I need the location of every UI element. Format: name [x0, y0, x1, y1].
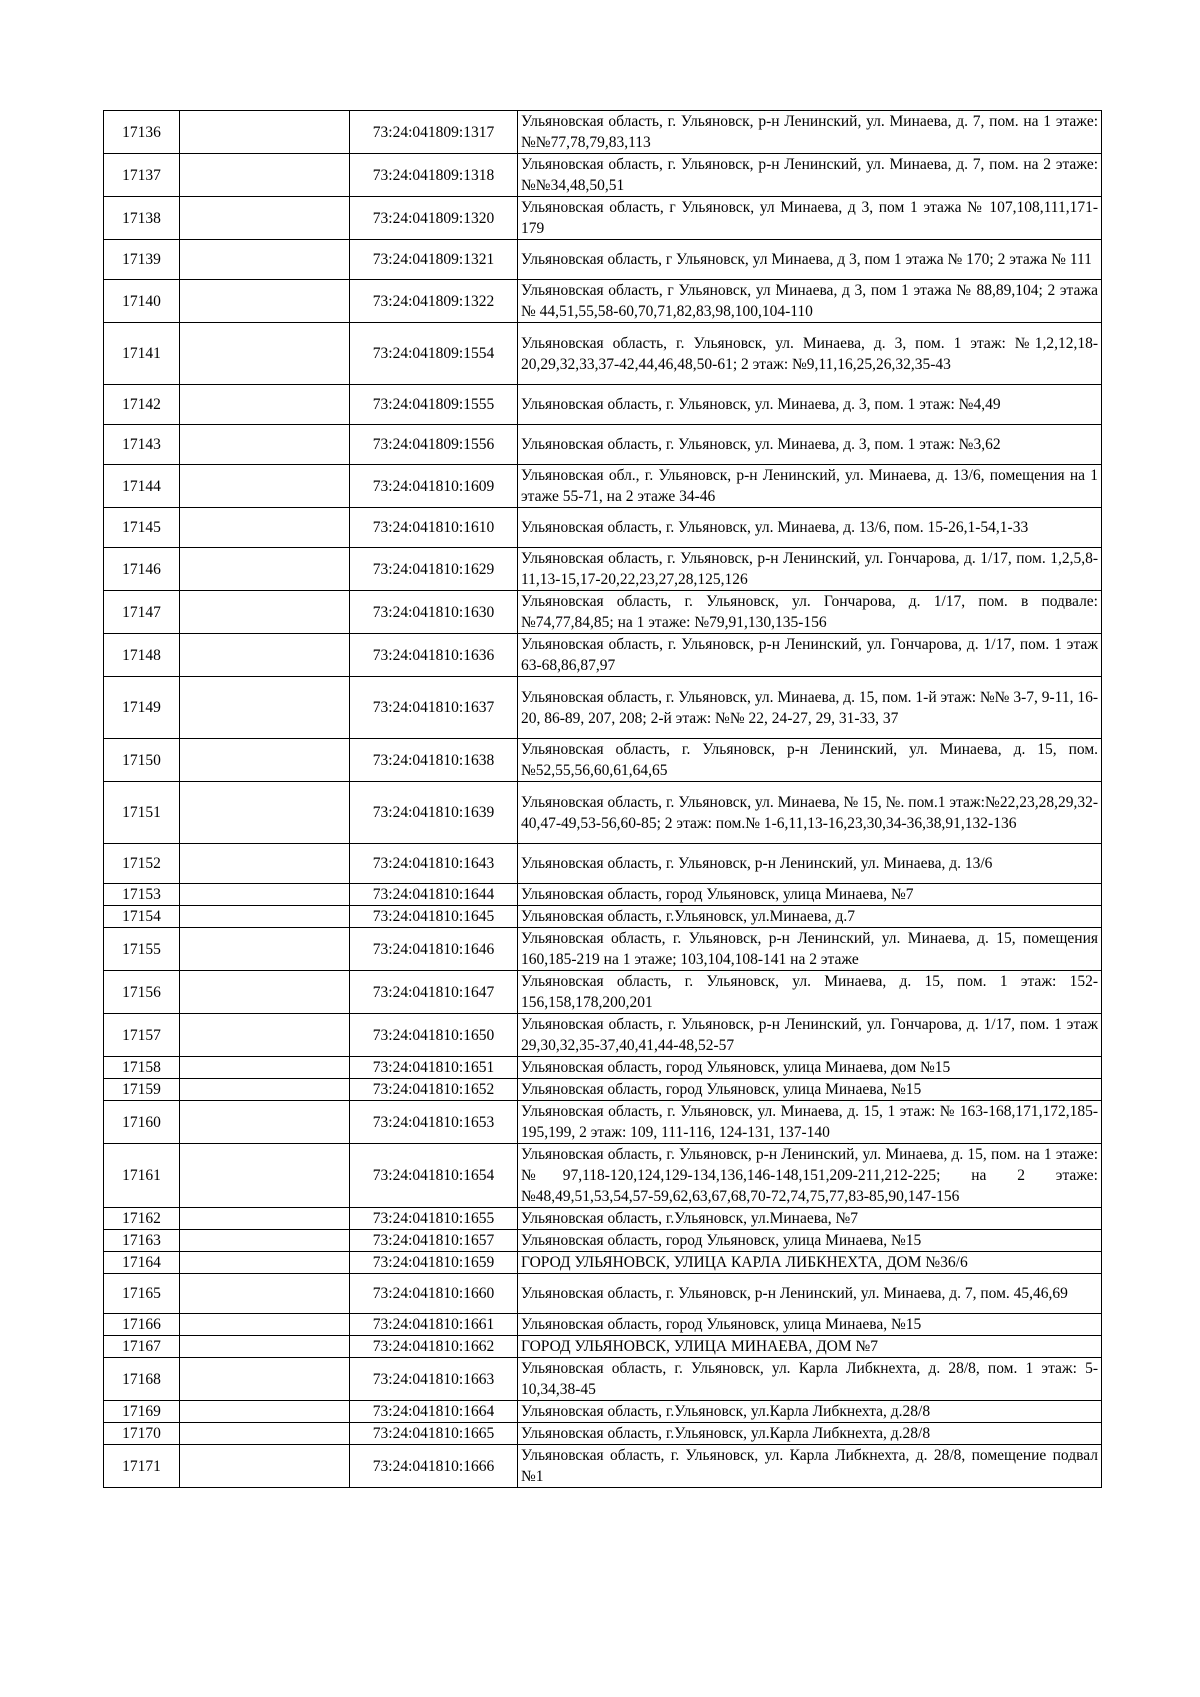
address-cell: Ульяновская область, г.Ульяновск, ул.Карла Либкнехта, д.28/8 [518, 1401, 1102, 1423]
table-row [104, 548, 1102, 591]
address-cell: Ульяновская область, г Ульяновск, ул Минаева, д 3, пом 1 этажа № 88,89,104; 2 этажа № 44,51,55,58-60,70,71,82,83,98,100,104-110 [518, 280, 1102, 323]
empty-cell [180, 240, 350, 280]
cadastral-number: 73:24:041810:1660 [350, 1274, 518, 1314]
table-row [104, 884, 1102, 906]
empty-cell [180, 465, 350, 508]
address-cell: Ульяновская область, город Ульяновск, улица Минаева, №15 [518, 1314, 1102, 1336]
row-number: 17163 [104, 1230, 180, 1252]
row-number: 17161 [104, 1144, 180, 1208]
empty-cell [180, 1336, 350, 1358]
cadastral-number: 73:24:041810:1630 [350, 591, 518, 634]
empty-cell [180, 280, 350, 323]
table-row [104, 1208, 1102, 1230]
empty-cell [180, 385, 350, 425]
table-row [104, 1445, 1102, 1488]
table-row [104, 634, 1102, 677]
empty-cell [180, 508, 350, 548]
row-number: 17153 [104, 884, 180, 906]
table-row [104, 323, 1102, 385]
address-cell: Ульяновская область, г. Ульяновск, р-н Ленинский, ул. Минаева, д. 7, пом. на 2 этаже: №№34,48,50,51 [518, 154, 1102, 197]
empty-cell [180, 1423, 350, 1445]
cadastral-number: 73:24:041810:1655 [350, 1208, 518, 1230]
table-row [104, 111, 1102, 154]
table-row [104, 782, 1102, 844]
address-cell: Ульяновская область, г.Ульяновск, ул.Минаева, №7 [518, 1208, 1102, 1230]
empty-cell [180, 1208, 350, 1230]
row-number: 17152 [104, 844, 180, 884]
row-number: 17139 [104, 240, 180, 280]
cadastral-number: 73:24:041810:1610 [350, 508, 518, 548]
address-cell: ГОРОД УЛЬЯНОВСК, УЛИЦА КАРЛА ЛИБКНЕХТА, ДОМ №36/6 [518, 1252, 1102, 1274]
table-row [104, 1014, 1102, 1057]
table-row [104, 1423, 1102, 1445]
cadastral-number: 73:24:041810:1646 [350, 928, 518, 971]
row-number: 17145 [104, 508, 180, 548]
cadastral-number: 73:24:041810:1629 [350, 548, 518, 591]
address-cell: Ульяновская область, г. Ульяновск, ул. Карла Либкнехта, д. 28/8, помещение подвал №1 [518, 1445, 1102, 1488]
table-row [104, 154, 1102, 197]
cadastral-number: 73:24:041810:1637 [350, 677, 518, 739]
row-number: 17144 [104, 465, 180, 508]
empty-cell [180, 1314, 350, 1336]
empty-cell [180, 1274, 350, 1314]
table-row [104, 240, 1102, 280]
address-cell: Ульяновская область, г. Ульяновск, р-н Ленинский, ул. Гончарова, д. 1/17, пом. 1,2,5,8-11,13-15,17-20,22,23,27,28,125,126 [518, 548, 1102, 591]
registry-table [103, 110, 1102, 1488]
empty-cell [180, 425, 350, 465]
row-number: 17154 [104, 906, 180, 928]
empty-cell [180, 1101, 350, 1144]
table-row [104, 677, 1102, 739]
empty-cell [180, 197, 350, 240]
address-cell: Ульяновская область, г. Ульяновск, ул. Минаева, № 15, №. пом.1 этаж:№22,23,28,29,32-40,47-49,53-56,60-85; 2 этаж: пом.№ 1-6,11,13-16,23,30,34-36,38,91,132-136 [518, 782, 1102, 844]
table-row [104, 739, 1102, 782]
cadastral-number: 73:24:041810:1645 [350, 906, 518, 928]
registry-table-body [104, 111, 1102, 1488]
address-cell: Ульяновская область, город Ульяновск, улица Минаева, №15 [518, 1230, 1102, 1252]
empty-cell [180, 634, 350, 677]
cadastral-number: 73:24:041810:1657 [350, 1230, 518, 1252]
empty-cell [180, 884, 350, 906]
cadastral-number: 73:24:041810:1665 [350, 1423, 518, 1445]
address-cell: Ульяновская область, г.Ульяновск, ул.Карла Либкнехта, д.28/8 [518, 1423, 1102, 1445]
empty-cell [180, 739, 350, 782]
row-number: 17171 [104, 1445, 180, 1488]
row-number: 17162 [104, 1208, 180, 1230]
table-row [104, 1336, 1102, 1358]
address-cell: Ульяновская область, г. Ульяновск, р-н Ленинский, ул. Минаева, д. 15, пом. на 1 этаже: №97,118-120,124,129-134,136,146-148,151,209-211,212-225; на 2 этаже: №48,49,51,53,54,57-59,62,63,67,68,70-72,74,75,77,83-85,90,147-156 [518, 1144, 1102, 1208]
cadastral-number: 73:24:041809:1321 [350, 240, 518, 280]
address-cell: Ульяновская область, г. Ульяновск, р-н Ленинский, ул. Гончарова, д. 1/17, пом. 1 этаж 29,30,32,35-37,40,41,44-48,52-57 [518, 1014, 1102, 1057]
row-number: 17156 [104, 971, 180, 1014]
cadastral-number: 73:24:041810:1609 [350, 465, 518, 508]
address-cell: Ульяновская область, г.Ульяновск, ул.Минаева, д.7 [518, 906, 1102, 928]
row-number: 17146 [104, 548, 180, 591]
table-row [104, 928, 1102, 971]
empty-cell [180, 928, 350, 971]
row-number: 17159 [104, 1079, 180, 1101]
address-cell: Ульяновская область, г. Ульяновск, ул. Минаева, д. 15, пом. 1-й этаж: №№ 3-7, 9-11, 16-20, 86-89, 207, 208; 2-й этаж: №№ 22, 24-27, 29, 31-33, 37 [518, 677, 1102, 739]
cadastral-number: 73:24:041810:1636 [350, 634, 518, 677]
address-cell: Ульяновская область, г Ульяновск, ул Минаева, д 3, пом 1 этажа № 170; 2 этажа № 111 [518, 240, 1102, 280]
cadastral-number: 73:24:041810:1644 [350, 884, 518, 906]
table-row [104, 1358, 1102, 1401]
table-row [104, 1314, 1102, 1336]
cadastral-number: 73:24:041810:1647 [350, 971, 518, 1014]
address-cell: Ульяновская область, г. Ульяновск, ул. Минаева, д. 15, 1 этаж: № 163-168,171,172,185-195,199, 2 этаж: 109, 111-116, 124-131, 137-140 [518, 1101, 1102, 1144]
table-row [104, 465, 1102, 508]
table-row [104, 1057, 1102, 1079]
row-number: 17136 [104, 111, 180, 154]
address-cell: ГОРОД УЛЬЯНОВСК, УЛИЦА МИНАЕВА, ДОМ №7 [518, 1336, 1102, 1358]
address-cell: Ульяновская обл., г. Ульяновск, р-н Ленинский, ул. Минаева, д. 13/6, помещения на 1 этаже 55-71, на 2 этаже 34-46 [518, 465, 1102, 508]
empty-cell [180, 1401, 350, 1423]
address-cell: Ульяновская область, г. Ульяновск, р-н Ленинский, ул. Минаева, д. 13/6 [518, 844, 1102, 884]
cadastral-number: 73:24:041809:1556 [350, 425, 518, 465]
table-row [104, 280, 1102, 323]
row-number: 17158 [104, 1057, 180, 1079]
empty-cell [180, 1230, 350, 1252]
cadastral-number: 73:24:041810:1664 [350, 1401, 518, 1423]
address-cell: Ульяновская область, г. Ульяновск, ул. Минаева, д. 3, пом. 1 этаж: №4,49 [518, 385, 1102, 425]
address-cell: Ульяновская область, г. Ульяновск, р-н Ленинский, ул. Гончарова, д. 1/17, пом. 1 этаж 63-68,86,87,97 [518, 634, 1102, 677]
row-number: 17165 [104, 1274, 180, 1314]
table-row [104, 844, 1102, 884]
cadastral-number: 73:24:041809:1554 [350, 323, 518, 385]
address-cell: Ульяновская область, г. Ульяновск, ул. Гончарова, д. 1/17, пом. в подвале: №74,77,84,85; на 1 этаже: №79,91,130,135-156 [518, 591, 1102, 634]
table-row [104, 1101, 1102, 1144]
row-number: 17169 [104, 1401, 180, 1423]
cadastral-number: 73:24:041810:1662 [350, 1336, 518, 1358]
empty-cell [180, 591, 350, 634]
empty-cell [180, 782, 350, 844]
row-number: 17141 [104, 323, 180, 385]
cadastral-number: 73:24:041809:1318 [350, 154, 518, 197]
row-number: 17142 [104, 385, 180, 425]
empty-cell [180, 906, 350, 928]
cadastral-number: 73:24:041810:1654 [350, 1144, 518, 1208]
empty-cell [180, 844, 350, 884]
table-row [104, 508, 1102, 548]
empty-cell [180, 1144, 350, 1208]
address-cell: Ульяновская область, г. Ульяновск, ул. Карла Либкнехта, д. 28/8, пом. 1 этаж: 5-10,34,38-45 [518, 1358, 1102, 1401]
row-number: 17151 [104, 782, 180, 844]
table-row [104, 591, 1102, 634]
address-cell: Ульяновская область, г. Ульяновск, р-н Ленинский, ул. Минаева, д. 7, пом. 45,46,69 [518, 1274, 1102, 1314]
cadastral-number: 73:24:041809:1320 [350, 197, 518, 240]
address-cell: Ульяновская область, г. Ульяновск, ул. Минаева, д. 15, пом. 1 этаж: 152-156,158,178,200,201 [518, 971, 1102, 1014]
row-number: 17166 [104, 1314, 180, 1336]
row-number: 17170 [104, 1423, 180, 1445]
row-number: 17168 [104, 1358, 180, 1401]
row-number: 17148 [104, 634, 180, 677]
cadastral-number: 73:24:041810:1650 [350, 1014, 518, 1057]
table-row [104, 971, 1102, 1014]
cadastral-number: 73:24:041810:1643 [350, 844, 518, 884]
table-row [104, 1274, 1102, 1314]
empty-cell [180, 111, 350, 154]
row-number: 17150 [104, 739, 180, 782]
cadastral-number: 73:24:041809:1317 [350, 111, 518, 154]
table-row [104, 1252, 1102, 1274]
table-row [104, 385, 1102, 425]
address-cell: Ульяновская область, город Ульяновск, улица Минаева, дом №15 [518, 1057, 1102, 1079]
address-cell: Ульяновская область, г. Ульяновск, р-н Ленинский, ул. Минаева, д. 15, пом. №52,55,56,60,61,64,65 [518, 739, 1102, 782]
cadastral-number: 73:24:041810:1659 [350, 1252, 518, 1274]
row-number: 17164 [104, 1252, 180, 1274]
table-row [104, 1401, 1102, 1423]
cadastral-number: 73:24:041810:1639 [350, 782, 518, 844]
empty-cell [180, 1014, 350, 1057]
address-cell: Ульяновская область, г. Ульяновск, р-н Ленинский, ул. Минаева, д. 7, пом. на 1 этаже: №№77,78,79,83,113 [518, 111, 1102, 154]
cadastral-number: 73:24:041810:1653 [350, 1101, 518, 1144]
cadastral-number: 73:24:041809:1322 [350, 280, 518, 323]
address-cell: Ульяновская область, город Ульяновск, улица Минаева, №15 [518, 1079, 1102, 1101]
row-number: 17138 [104, 197, 180, 240]
empty-cell [180, 677, 350, 739]
empty-cell [180, 1252, 350, 1274]
address-cell: Ульяновская область, г. Ульяновск, ул. Минаева, д. 13/6, пом. 15-26,1-54,1-33 [518, 508, 1102, 548]
cadastral-number: 73:24:041810:1651 [350, 1057, 518, 1079]
row-number: 17140 [104, 280, 180, 323]
cadastral-number: 73:24:041809:1555 [350, 385, 518, 425]
row-number: 17160 [104, 1101, 180, 1144]
empty-cell [180, 1079, 350, 1101]
row-number: 17155 [104, 928, 180, 971]
empty-cell [180, 971, 350, 1014]
address-cell: Ульяновская область, г. Ульяновск, ул. Минаева, д. 3, пом. 1 этаж: №3,62 [518, 425, 1102, 465]
empty-cell [180, 323, 350, 385]
empty-cell [180, 1358, 350, 1401]
row-number: 17149 [104, 677, 180, 739]
row-number: 17143 [104, 425, 180, 465]
empty-cell [180, 1445, 350, 1488]
cadastral-number: 73:24:041810:1666 [350, 1445, 518, 1488]
cadastral-number: 73:24:041810:1661 [350, 1314, 518, 1336]
table-row [104, 906, 1102, 928]
cadastral-number: 73:24:041810:1663 [350, 1358, 518, 1401]
row-number: 17157 [104, 1014, 180, 1057]
empty-cell [180, 1057, 350, 1079]
address-cell: Ульяновская область, г Ульяновск, ул Минаева, д 3, пом 1 этажа № 107,108,111,171-179 [518, 197, 1102, 240]
empty-cell [180, 154, 350, 197]
cadastral-number: 73:24:041810:1652 [350, 1079, 518, 1101]
table-row [104, 1230, 1102, 1252]
empty-cell [180, 548, 350, 591]
cadastral-number: 73:24:041810:1638 [350, 739, 518, 782]
table-row [104, 1144, 1102, 1208]
row-number: 17137 [104, 154, 180, 197]
table-row [104, 197, 1102, 240]
table-row [104, 1079, 1102, 1101]
address-cell: Ульяновская область, г. Ульяновск, р-н Ленинский, ул. Минаева, д. 15, помещения 160,185-219 на 1 этаже; 103,104,108-141 на 2 этаже [518, 928, 1102, 971]
address-cell: Ульяновская область, г. Ульяновск, ул. Минаева, д. 3, пом. 1 этаж: №1,2,12,18-20,29,32,33,37-42,44,46,48,50-61; 2 этаж: №9,11,16,25,26,32,35-43 [518, 323, 1102, 385]
row-number: 17167 [104, 1336, 180, 1358]
row-number: 17147 [104, 591, 180, 634]
table-row [104, 425, 1102, 465]
address-cell: Ульяновская область, город Ульяновск, улица Минаева, №7 [518, 884, 1102, 906]
